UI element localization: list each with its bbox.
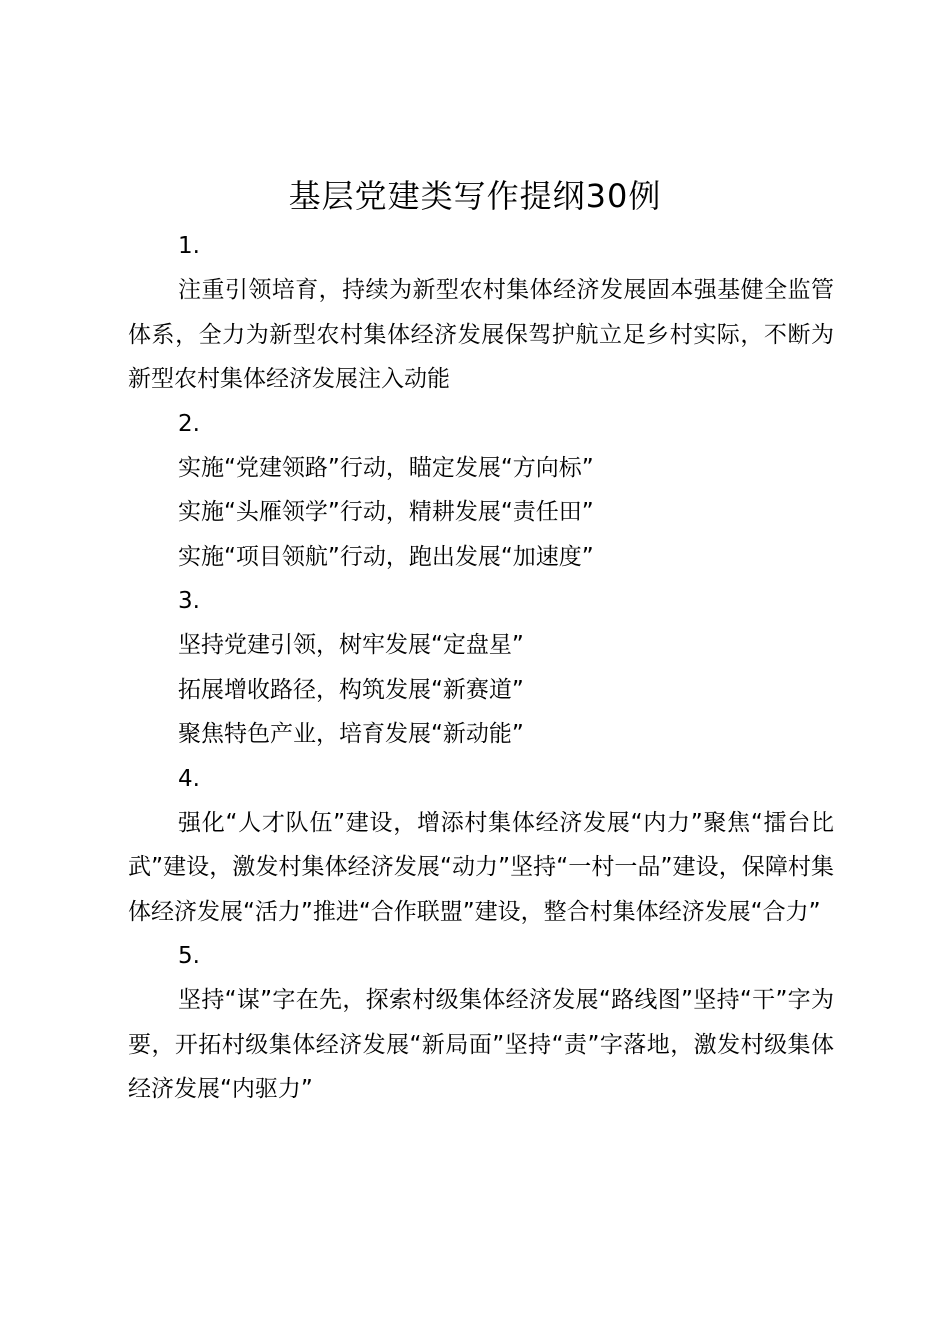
section-1 <box>128 224 834 402</box>
section-number: 4. <box>178 765 200 792</box>
paragraph: 注重引领培育，持续为新型农村集体经济发展固本强基健全监管体系，全力为新型农村集体经济发展保驾护航立足乡村实际，不断为新型农村集体经济发展注入动能 <box>128 277 834 392</box>
paragraph: 坚持“谋”字在先，探索村级集体经济发展“路线图”坚持“干”字为要，开拓村级集体经济发展“新局面”坚持“责”字落地，激发村级集体经济发展“内驱力” <box>128 987 834 1102</box>
paragraph: 实施“党建领路”行动，瞄定发展“方向标” <box>178 454 594 481</box>
section-number: 1. <box>178 233 200 259</box>
section-4 <box>128 757 834 935</box>
paragraph: 坚持党建引领，树牢发展“定盘星” <box>178 632 524 658</box>
section-2 <box>128 402 834 580</box>
paragraph: 强化“人才队伍”建设，增添村集体经济发展“内力”聚焦“擂台比武”建设，激发村集体经济发展“动力”坚持“一村一品”建设，保障村集体经济发展“活力”推进“合作联盟”建设，整合村集体经济发展“合力” <box>128 809 834 925</box>
paragraph: 聚焦特色产业，培育发展“新动能” <box>178 721 524 747</box>
section-number: 5. <box>178 943 200 969</box>
section-3 <box>128 579 834 757</box>
section-number: 3. <box>178 588 200 614</box>
document-body <box>128 224 834 1112</box>
paragraph: 实施“头雁领学”行动，精耕发展“责任田” <box>178 499 594 525</box>
section-5 <box>128 934 834 1112</box>
paragraph: 实施“项目领航”行动，跑出发展“加速度” <box>178 543 594 570</box>
paragraph: 拓展增收路径，构筑发展“新赛道” <box>178 676 524 703</box>
section-number: 2. <box>178 410 200 437</box>
document-title: 基层党建类写作提纲30例 <box>288 177 662 215</box>
